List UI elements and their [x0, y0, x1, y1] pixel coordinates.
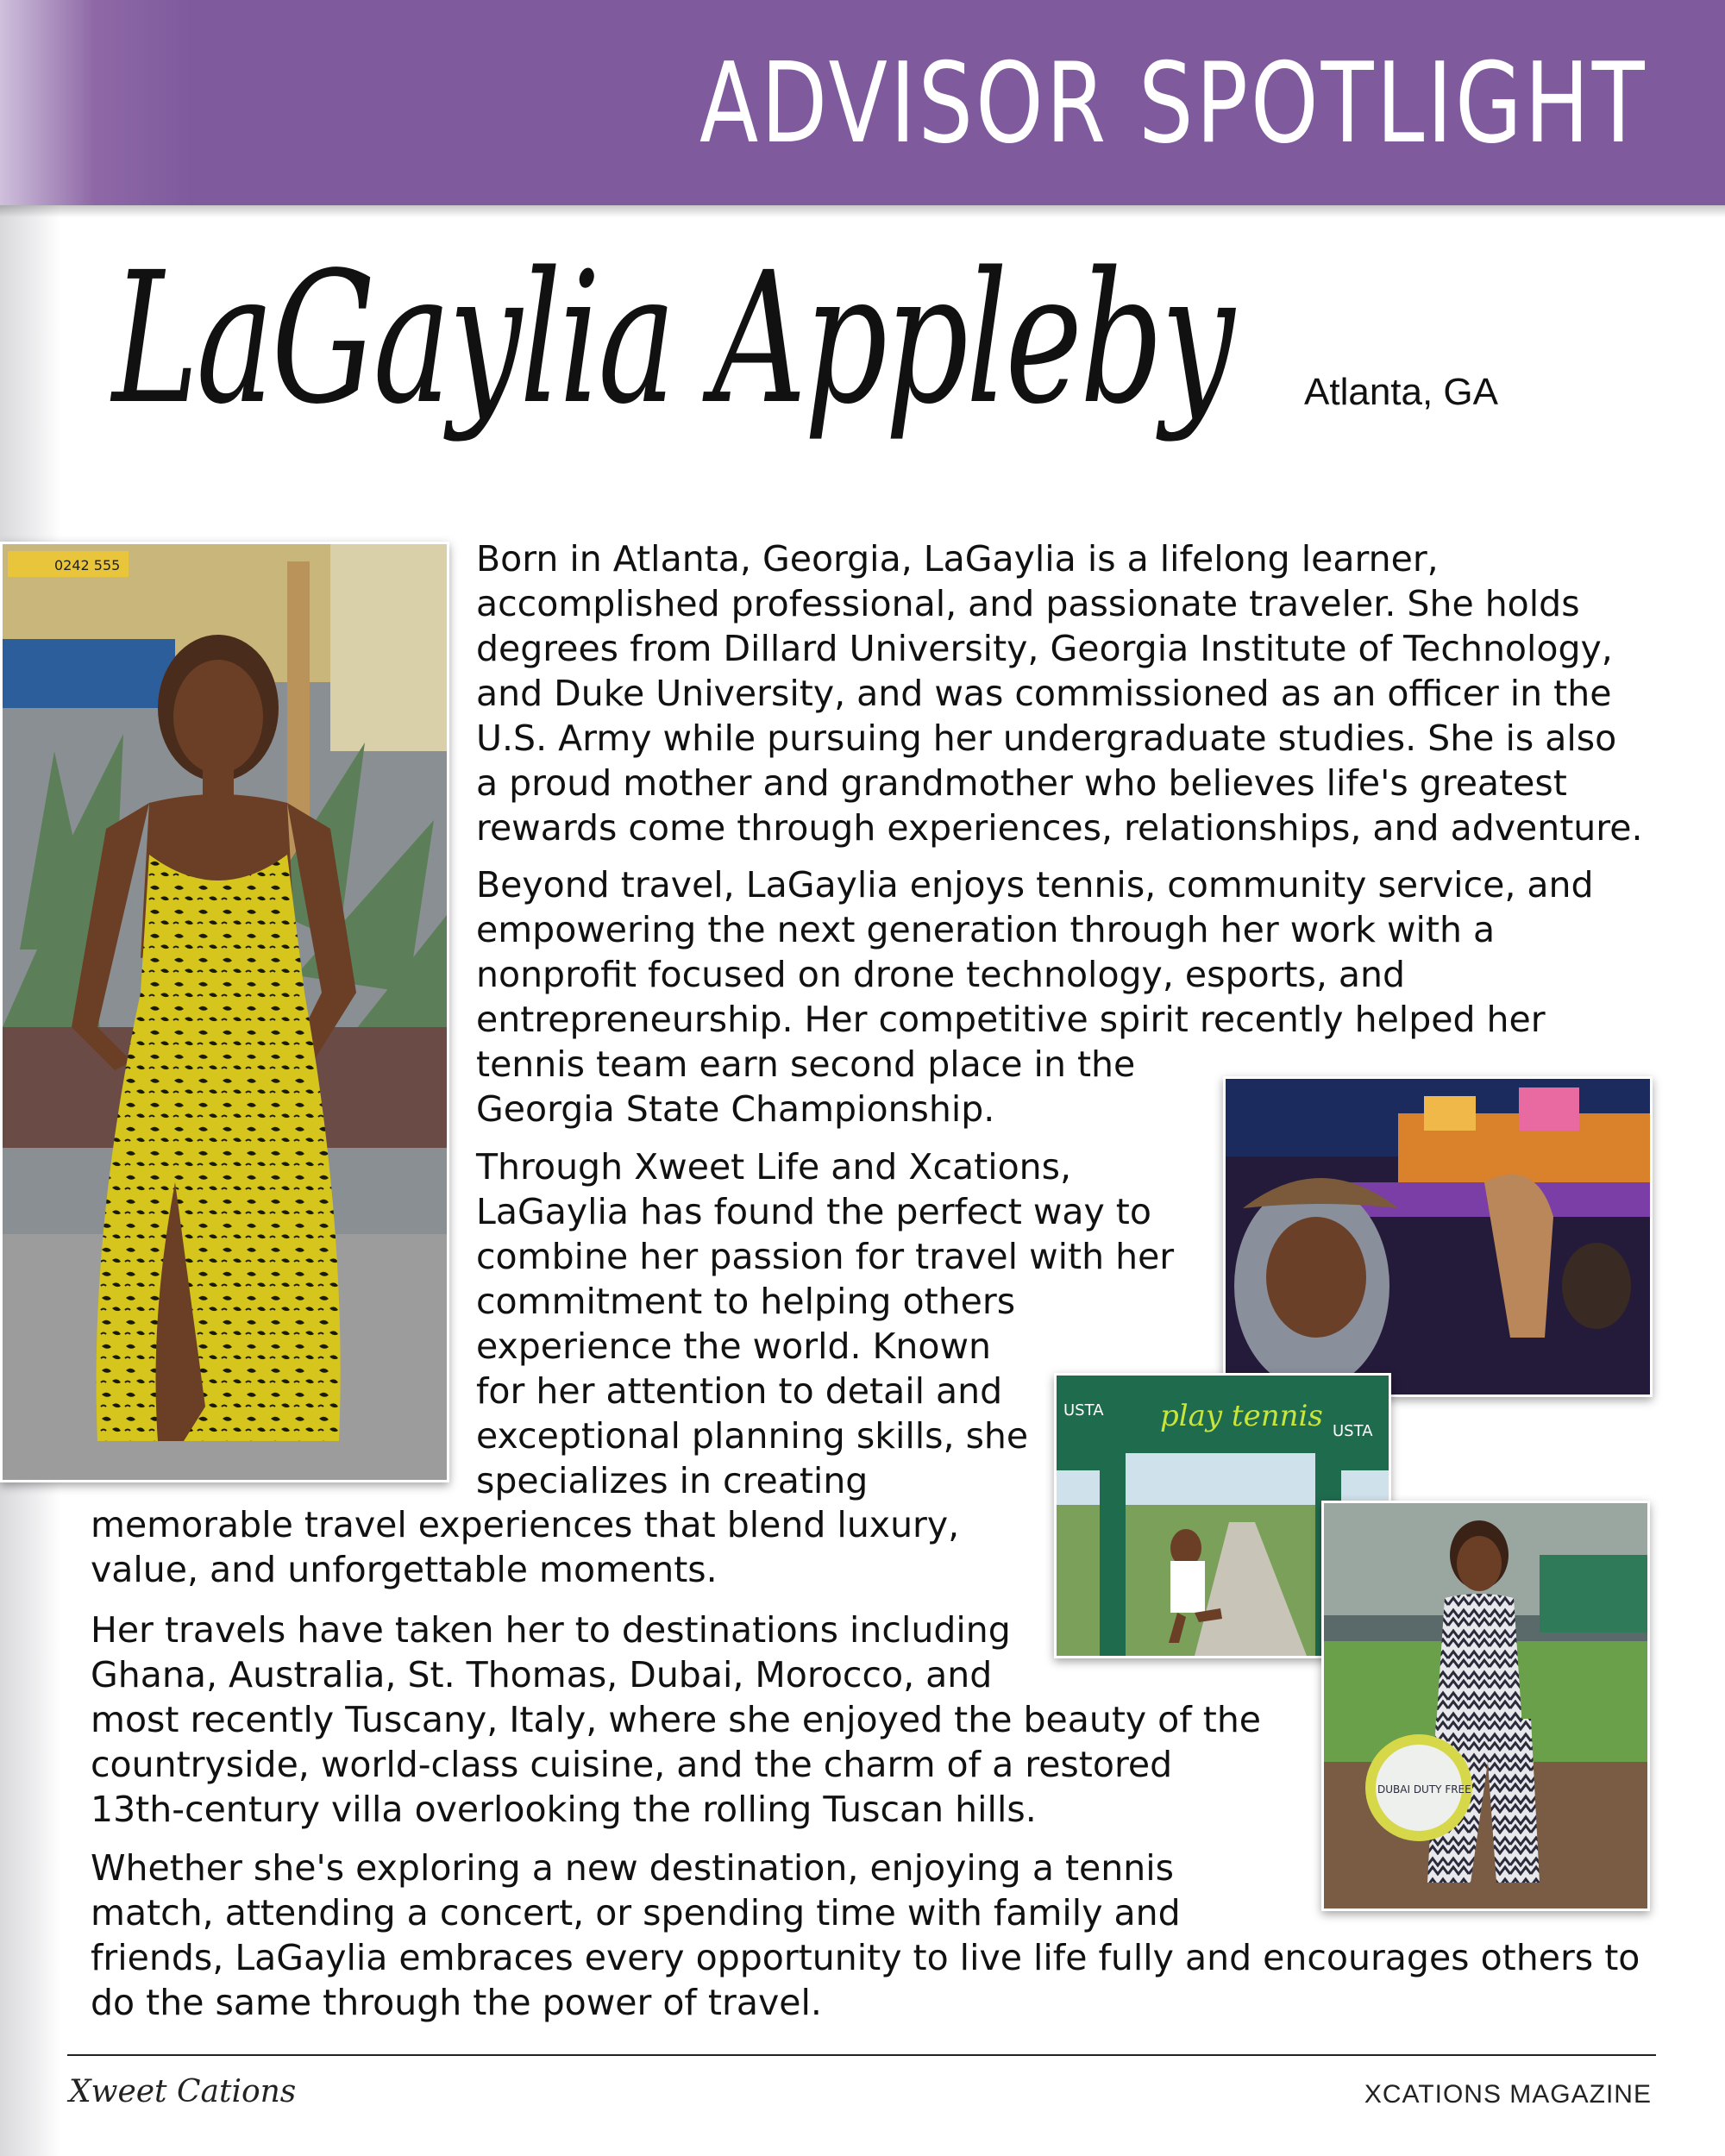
- footer-divider: [67, 2054, 1656, 2056]
- banner-shadow: [0, 205, 1725, 217]
- tennis-sponsor-right: USTA: [1333, 1422, 1373, 1440]
- portrait-illustration: [3, 544, 447, 1480]
- body-paragraph-4: Her travels have taken her to destinations including Ghana, Australia, St. Thomas, Dubai, Morocco, and most recently Tuscany, Italy, where she enjoyed the beauty of the countryside, world-class cuisine, and the charm of a restored 13th-century villa overlooking the rolling Tuscan hills.: [91, 1609, 1262, 1830]
- dubai-seat-text: DUBAI DUTY FREE: [1377, 1783, 1471, 1796]
- advisor-portrait-photo: [0, 542, 449, 1482]
- footer-brand-logo: Xweet Cations: [69, 2074, 297, 2109]
- tennis-banner-text: play tennis: [1160, 1399, 1323, 1433]
- body-paragraph-1: Born in Atlanta, Georgia, LaGaylia is a lifelong learner, accomplished professional, and passionate traveler. She holds degrees from Dillard University, Georgia Institute of Technology, and Duke University, and was commissioned as an officer in the U.S. Army while pursuing her undergraduate studies. She is also a proud mother and grandmother who believes life's greatest rewards come through experiences, relationships, and adventure.: [476, 538, 1643, 849]
- body-paragraph-3-part-1: Through Xweet Life and Xcations, LaGaylia has found the perfect way to combine her passion for travel with her commitment to helping others experience the world. Known for her attention to detail and exceptional planning skills, she specializes in creating: [476, 1146, 1175, 1501]
- advisor-location: Atlanta, GA: [1304, 371, 1499, 413]
- footer-magazine-name: XCATIONS MAGAZINE: [1364, 2080, 1652, 2109]
- tennis-sponsor-left: USTA: [1063, 1401, 1104, 1420]
- sign-text: 0242 555: [54, 557, 121, 573]
- body-paragraph-2: Beyond travel, LaGaylia enjoys tennis, community service, and empowering the next generation through her work with a nonprofit focused on drone technology, esports, and entrepreneurship. Her competitive spirit recently helped her tennis team earn second place in the Georgia State Championship.: [476, 864, 1594, 1130]
- banner-title: ADVISOR SPOTLIGHT: [699, 40, 1647, 168]
- header-banner: [0, 0, 1725, 205]
- body-paragraph-5: Whether she's exploring a new destination, enjoying a tennis match, attending a concert, or spending time with family and friends, LaGaylia embraces every opportunity to live life fully and encourages others to do the same through the power of travel.: [91, 1847, 1640, 2023]
- advisor-name: LaGaylia Appleby: [112, 233, 1233, 444]
- body-paragraph-3-part-2: memorable travel experiences that blend luxury, value, and unforgettable moments.: [91, 1504, 960, 1590]
